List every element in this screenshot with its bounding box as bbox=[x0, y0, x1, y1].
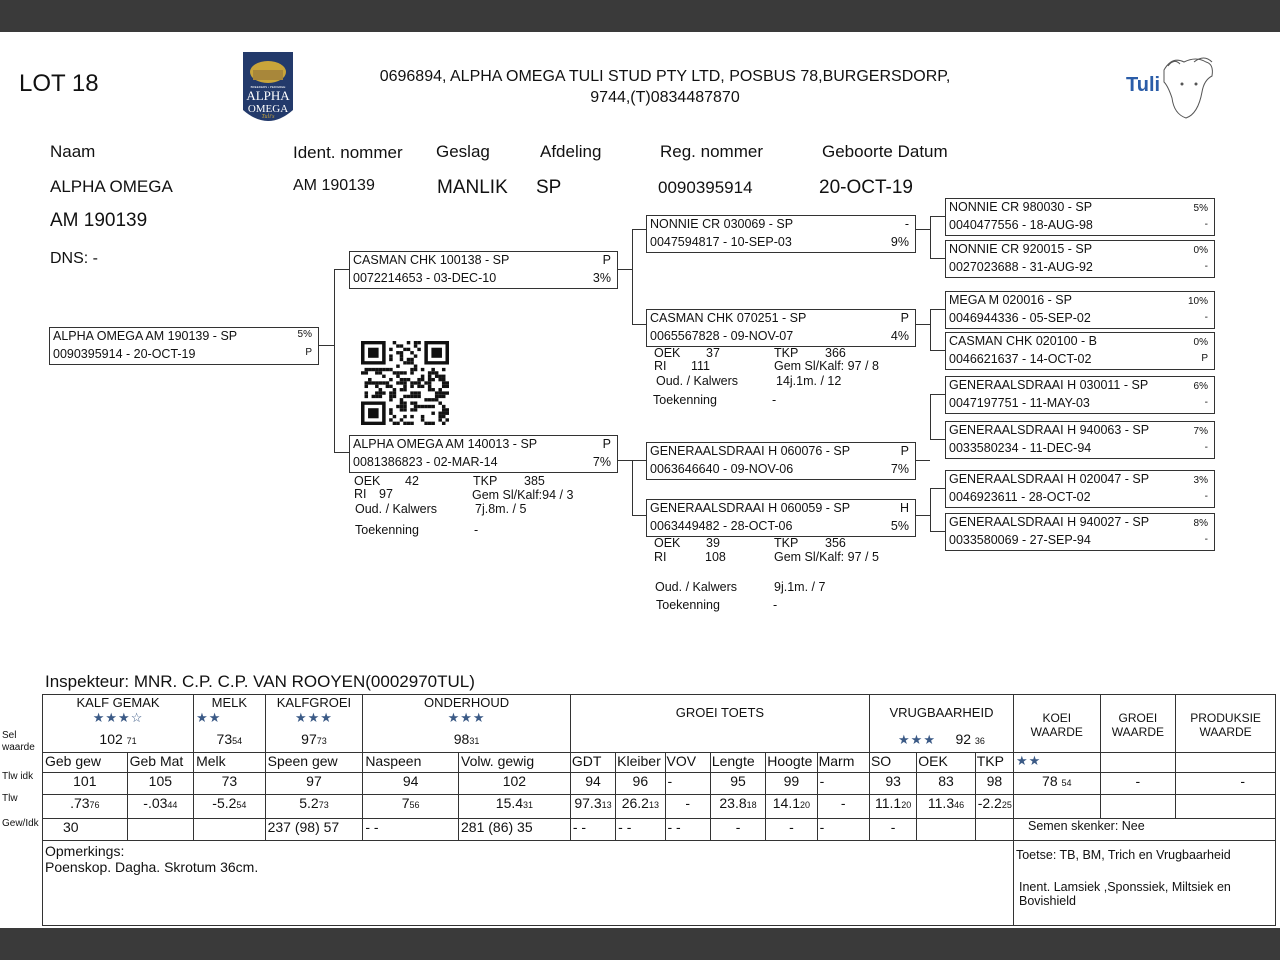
g3-name: MEGA M 020016 - SP bbox=[949, 293, 1072, 307]
sel-kalf-val: 97 bbox=[301, 730, 317, 747]
gew-8: - - bbox=[665, 819, 710, 841]
tlw-10 bbox=[766, 795, 817, 819]
idk-9: 95 bbox=[710, 773, 765, 795]
tlw-val-10: 14.1 bbox=[772, 795, 801, 811]
kalfgroei-label: KALFGROEI bbox=[276, 695, 352, 710]
idk-3: 97 bbox=[265, 773, 363, 795]
dam-gem: Gem Sl/Kalf:94 / 3 bbox=[472, 488, 574, 502]
dd-oud: 9j.1m. / 7 bbox=[774, 580, 826, 594]
tlw-idk-row bbox=[43, 773, 1276, 795]
top-bar bbox=[0, 0, 1280, 32]
header-reg: Reg. nommer bbox=[660, 142, 763, 161]
inspector: Inspekteur: MNR. C.P. C.P. VAN ROOYEN(0002970TUL) bbox=[45, 672, 475, 691]
tlw-sub-4: 56 bbox=[409, 800, 420, 810]
idk-8: - bbox=[665, 773, 710, 795]
pedigree-sire-dam bbox=[646, 309, 916, 347]
pedigree-sire bbox=[349, 251, 618, 289]
tlw-groei bbox=[1100, 795, 1176, 819]
g4-name: CASMAN CHK 020100 - B bbox=[949, 334, 1097, 348]
dam-ri-label: RI bbox=[354, 487, 367, 501]
bottom-bar bbox=[0, 928, 1280, 960]
tlw-sub-6: 13 bbox=[601, 800, 612, 810]
prod-label-1: PRODUKSIE bbox=[1190, 711, 1261, 725]
g7-name: GENERAALSDRAAI H 020047 - SP bbox=[949, 472, 1150, 486]
sel-kalfgroei bbox=[265, 731, 363, 753]
sel-kg-sub: 71 bbox=[126, 735, 137, 746]
sel-melk-val: 73 bbox=[216, 730, 233, 747]
tlw-val-11: - bbox=[840, 795, 846, 811]
g1-pct: 5% bbox=[1193, 203, 1208, 214]
g3-pct: 10% bbox=[1187, 296, 1208, 307]
col-header-4: Naspeen bbox=[363, 753, 459, 773]
tlw-row bbox=[43, 795, 1276, 819]
tlw-sub-13: 46 bbox=[954, 800, 965, 810]
g5-pct: 6% bbox=[1193, 381, 1208, 392]
tlw-val-7: 26.2 bbox=[621, 795, 649, 811]
col-header-1: Geb Mat bbox=[127, 753, 193, 773]
breeder-line-1: 0696894, ALPHA OMEGA TULI STUD PTY LTD, POSBUS 78,BURGERSDORP, bbox=[379, 68, 951, 85]
tlw-val-4: 7 bbox=[401, 795, 410, 811]
gew-12: - bbox=[869, 819, 916, 841]
g8-pct: 8% bbox=[1193, 518, 1208, 529]
g1-name: NONNIE CR 980030 - SP bbox=[949, 200, 1093, 214]
ss-flag: - bbox=[904, 217, 909, 231]
dd-flag: H bbox=[899, 501, 909, 515]
g7-reg: 0046923611 - 28-OCT-02 bbox=[949, 490, 1091, 504]
animal-ident: AM 190139 bbox=[293, 177, 375, 194]
dam-oek: 42 bbox=[405, 474, 419, 488]
melk-label: MELK bbox=[211, 695, 248, 710]
logo-sub: Tuli's bbox=[261, 114, 275, 120]
pedigree-ggp-2 bbox=[945, 240, 1215, 278]
tlw-3 bbox=[265, 795, 363, 819]
pedigree-ggp-7 bbox=[945, 470, 1215, 508]
tlw-sub-2: 54 bbox=[236, 800, 247, 810]
sd-reg: 0065567828 - 09-NOV-07 bbox=[650, 329, 794, 343]
tlw-9 bbox=[710, 795, 765, 819]
tlw-koei bbox=[1013, 795, 1100, 819]
sd-toek-label: Toekenning bbox=[653, 393, 717, 407]
semen-text: Semen skenker: Nee bbox=[1013, 819, 1275, 841]
tlw-sub-1: 44 bbox=[167, 800, 178, 810]
idk-0: 101 bbox=[43, 773, 128, 795]
sel-kalf-gemak bbox=[43, 731, 194, 753]
idk-6: 94 bbox=[570, 773, 615, 795]
prod-label-2: WAARDE bbox=[1199, 725, 1252, 739]
tlw-sub-5: 31 bbox=[523, 800, 534, 810]
animal-geboorte: 20-OCT-19 bbox=[819, 177, 913, 198]
sd-oud: 14j.1m. / 12 bbox=[776, 374, 842, 388]
idk-4: 94 bbox=[363, 773, 459, 795]
opmerkings-cell bbox=[43, 841, 1014, 926]
gew-4: - - bbox=[363, 819, 459, 841]
header-ident: Ident. nommer bbox=[293, 143, 403, 162]
opmerkings-text: Poenskop. Dagha. Skrotum 36cm. bbox=[45, 859, 259, 875]
g7-flag: - bbox=[1204, 491, 1208, 502]
tlw-sub-12: 20 bbox=[901, 800, 912, 810]
groei-col-empty bbox=[1100, 753, 1176, 773]
alpha-omega-logo bbox=[239, 50, 297, 132]
groei-waarde-header bbox=[1100, 695, 1176, 753]
dns-label: DNS: - bbox=[50, 250, 98, 267]
pedigree-dam-sire bbox=[646, 442, 916, 480]
idk-2: 73 bbox=[194, 773, 266, 795]
col-header-10: Hoogte bbox=[766, 753, 817, 773]
sel-ond-sub: 31 bbox=[469, 735, 480, 746]
sel-kg: 102 bbox=[99, 730, 123, 747]
self-reg: 0090395914 - 20-OCT-19 bbox=[53, 347, 196, 361]
self-flag: P bbox=[305, 347, 312, 358]
gew-idk-row bbox=[43, 819, 1276, 841]
tlw-sub-9: 18 bbox=[746, 800, 757, 810]
ss-reg: 0047594817 - 10-SEP-03 bbox=[650, 235, 792, 249]
sd-tkp-label: TKP bbox=[774, 346, 799, 360]
row-label-waarde: waarde bbox=[2, 742, 35, 753]
g6-reg: 0033580234 - 11-DEC-94 bbox=[949, 441, 1092, 455]
pedigree-ggp-8 bbox=[945, 513, 1215, 551]
col-header-3: Speen gew bbox=[265, 753, 363, 773]
g8-name: GENERAALSDRAAI H 940027 - SP bbox=[949, 515, 1150, 529]
g6-name: GENERAALSDRAAI H 940063 - SP bbox=[949, 423, 1150, 437]
tlw-14 bbox=[975, 795, 1013, 819]
animal-reg: 0090395914 bbox=[658, 178, 753, 197]
gew-13 bbox=[917, 819, 975, 841]
sel-vrug-sub: 36 bbox=[974, 735, 985, 746]
koei-waarde-header bbox=[1013, 695, 1100, 753]
self-pct: 5% bbox=[297, 329, 312, 340]
g6-flag: - bbox=[1204, 442, 1208, 453]
dd-tkp: 356 bbox=[825, 536, 846, 550]
sd-gem: Gem Sl/Kalf: 97 / 8 bbox=[774, 359, 879, 373]
header-geboorte: Geboorte Datum bbox=[822, 142, 948, 161]
tlw-val-5: 15.4 bbox=[495, 795, 524, 811]
row-label-sel: Sel bbox=[2, 730, 17, 741]
sd-name: CASMAN CHK 070251 - SP bbox=[650, 311, 807, 325]
row-label-tlw-idk: Tlw idk bbox=[2, 771, 34, 782]
sd-ri: 111 bbox=[691, 359, 711, 373]
gew-3: 237 (98) 57 bbox=[265, 819, 363, 841]
tlw-val-12: 11.1 bbox=[875, 795, 902, 811]
g4-reg: 0046621637 - 14-OCT-02 bbox=[949, 352, 1092, 366]
sire-name: CASMAN CHK 100138 - SP bbox=[353, 253, 510, 267]
dam-reg: 0081386823 - 02-MAR-14 bbox=[353, 455, 498, 469]
g8-reg: 0033580069 - 27-SEP-94 bbox=[949, 533, 1091, 547]
self-name: ALPHA OMEGA AM 190139 - SP bbox=[53, 329, 238, 343]
idk-koei-val: 78 bbox=[1042, 773, 1058, 789]
dd-reg: 0063449482 - 28-OCT-06 bbox=[650, 519, 793, 533]
col-header-9: Lengte bbox=[710, 753, 765, 773]
sd-pct: 4% bbox=[890, 329, 909, 343]
g4-pct: 0% bbox=[1193, 337, 1208, 348]
groei-toets-header: GROEI TOETS bbox=[570, 695, 869, 753]
dam-toek-label: Toekenning bbox=[355, 523, 419, 537]
tlw-5 bbox=[459, 795, 571, 819]
idk-7: 96 bbox=[616, 773, 665, 795]
dd-ri: 108 bbox=[705, 550, 726, 564]
logo-name-1: ALPHA bbox=[246, 88, 290, 103]
idk-10: 99 bbox=[766, 773, 817, 795]
col-header-2: Melk bbox=[194, 753, 266, 773]
animal-afdeling: SP bbox=[536, 177, 562, 198]
idk-14: 98 bbox=[975, 773, 1013, 795]
tlw-7 bbox=[616, 795, 665, 819]
col-header-6: GDT bbox=[570, 753, 615, 773]
pedigree-dam bbox=[349, 435, 618, 473]
notes-cell bbox=[1013, 841, 1275, 926]
tlw-sub-3: 73 bbox=[318, 800, 329, 810]
toetse-text: Toetse: TB, BM, Trich en Vrugbaarheid bbox=[1015, 848, 1231, 862]
col-header-7: Kleiber bbox=[616, 753, 665, 773]
tlw-val-13: 11.3 bbox=[927, 795, 955, 811]
evaluation-table bbox=[42, 694, 1276, 926]
breeder-info bbox=[320, 66, 1010, 108]
pedigree-dam-dam bbox=[646, 499, 916, 537]
sel-melk-sub: 54 bbox=[232, 735, 243, 746]
tlw-11 bbox=[817, 795, 869, 819]
kalf-gemak-header bbox=[43, 695, 194, 731]
melk-stars: ★★ bbox=[196, 710, 222, 725]
kalfgroei-stars: ★★★ bbox=[294, 710, 333, 725]
dam-pct: 7% bbox=[592, 455, 611, 469]
gew-5: 281 (86) 35 bbox=[459, 819, 571, 841]
tlw-8 bbox=[665, 795, 710, 819]
sel-melk bbox=[194, 731, 266, 753]
animal-geslag: MANLIK bbox=[437, 177, 508, 198]
ds-reg: 0063646640 - 09-NOV-06 bbox=[650, 462, 794, 476]
dd-oek-label: OEK bbox=[654, 536, 681, 550]
g1-reg: 0040477556 - 18-AUG-98 bbox=[949, 218, 1093, 232]
dd-name: GENERAALSDRAAI H 060059 - SP bbox=[650, 501, 851, 515]
col-header-13: OEK bbox=[917, 753, 975, 773]
tlw-sub-10: 20 bbox=[800, 800, 811, 810]
dd-ri-label: RI bbox=[654, 550, 667, 564]
dam-oek-label: OEK bbox=[354, 474, 381, 488]
g1-flag: - bbox=[1204, 219, 1208, 230]
gew-6: - - bbox=[570, 819, 615, 841]
koei-label-1: KOEI bbox=[1042, 711, 1072, 725]
tlw-0 bbox=[43, 795, 128, 819]
g5-flag: - bbox=[1204, 397, 1208, 408]
tlw-12 bbox=[869, 795, 916, 819]
dd-toek: - bbox=[773, 598, 778, 612]
sd-tkp: 366 bbox=[825, 346, 846, 360]
tuli-logo bbox=[1124, 52, 1220, 122]
idk-koei-sub: 54 bbox=[1061, 778, 1072, 788]
sire-pct: 3% bbox=[592, 271, 611, 285]
gew-14 bbox=[975, 819, 1013, 841]
tuli-logo-text: Tuli bbox=[1126, 74, 1161, 96]
dd-pct: 5% bbox=[890, 519, 909, 533]
sd-ri-label: RI bbox=[654, 359, 667, 373]
tlw-val-8: - bbox=[685, 795, 690, 811]
pedigree-self bbox=[49, 327, 319, 365]
g3-flag: - bbox=[1204, 312, 1208, 323]
dd-tkp-label: TKP bbox=[774, 536, 799, 550]
g2-pct: 0% bbox=[1193, 245, 1208, 256]
sel-ond-val: 98 bbox=[453, 730, 470, 747]
tlw-val-1: -.03 bbox=[143, 795, 168, 811]
sel-onderhoud bbox=[363, 731, 571, 753]
dam-flag: P bbox=[602, 437, 611, 451]
prod-col-empty bbox=[1176, 753, 1276, 773]
tlw-prod bbox=[1176, 795, 1276, 819]
animal-naam: ALPHA OMEGA bbox=[50, 177, 173, 196]
g2-reg: 0027023688 - 31-AUG-92 bbox=[949, 260, 1093, 274]
gew-0: 30 bbox=[43, 819, 128, 841]
pedigree-ggp-6 bbox=[945, 421, 1215, 459]
column-header-row bbox=[43, 753, 1276, 773]
pedigree-ggp-4 bbox=[945, 332, 1215, 370]
kalf-gemak-stars: ★★★☆ bbox=[92, 710, 144, 725]
header-afdeling: Afdeling bbox=[540, 142, 602, 161]
vrug-stars: ★★★ bbox=[898, 731, 936, 747]
dam-oud-label: Oud. / Kalwers bbox=[355, 502, 437, 516]
col-header-12: SO bbox=[869, 753, 916, 773]
pedigree-sire-sire bbox=[646, 215, 916, 253]
idk-13: 83 bbox=[917, 773, 975, 795]
sd-oek: 37 bbox=[706, 346, 720, 360]
g4-flag: P bbox=[1201, 353, 1208, 364]
gew-11: - bbox=[817, 819, 869, 841]
koei-stars: ★★ bbox=[1013, 753, 1100, 773]
g6-pct: 7% bbox=[1193, 426, 1208, 437]
dam-tkp: 385 bbox=[524, 474, 545, 488]
vrugbaarheid-header: VRUGBAARHEID bbox=[869, 695, 1013, 731]
sd-flag: P bbox=[900, 311, 909, 325]
dam-toek: - bbox=[474, 523, 479, 537]
idk-12: 93 bbox=[869, 773, 916, 795]
idk-11: - bbox=[817, 773, 869, 795]
koei-label-2: WAARDE bbox=[1030, 725, 1083, 739]
idk-groei: - bbox=[1100, 773, 1176, 795]
sel-vrug-val: 92 bbox=[955, 730, 972, 747]
gew-9: - bbox=[710, 819, 765, 841]
dd-oud-label: Oud. / Kalwers bbox=[655, 580, 737, 594]
sd-toek: - bbox=[772, 393, 777, 407]
ss-name: NONNIE CR 030069 - SP bbox=[650, 217, 794, 231]
g8-flag: - bbox=[1204, 534, 1208, 545]
tlw-val-14: -2.2 bbox=[977, 795, 1002, 811]
col-header-14: TKP bbox=[975, 753, 1013, 773]
onderhoud-stars: ★★★ bbox=[447, 710, 486, 725]
tlw-sub-0: 76 bbox=[89, 800, 100, 810]
tlw-13 bbox=[917, 795, 975, 819]
sd-oek-label: OEK bbox=[654, 346, 681, 360]
inent-text: Inent. Lamsiek ,Sponssiek, Miltsiek en Bovishield bbox=[1018, 880, 1231, 908]
col-header-5: Volw. gewig bbox=[459, 753, 571, 773]
idk-5: 102 bbox=[459, 773, 571, 795]
dam-ri: 97 bbox=[379, 487, 393, 501]
ds-flag: P bbox=[900, 444, 909, 458]
idk-prod: - bbox=[1176, 773, 1276, 795]
tlw-6 bbox=[570, 795, 615, 819]
dam-name: ALPHA OMEGA AM 140013 - SP bbox=[353, 437, 538, 451]
pedigree-ggp-1 bbox=[945, 198, 1215, 236]
ds-pct: 7% bbox=[890, 462, 909, 476]
dam-oud: 7j.8m. / 5 bbox=[475, 502, 527, 516]
g7-pct: 3% bbox=[1193, 475, 1208, 486]
header-naam: Naam bbox=[50, 142, 96, 161]
tlw-sub-7: 13 bbox=[648, 800, 659, 810]
tlw-val-0: .73 bbox=[70, 795, 90, 811]
dam-tkp-label: TKP bbox=[473, 474, 498, 488]
tlw-val-2: -5.2 bbox=[212, 795, 237, 811]
logo-top: BREEDERS • PEDIGREE bbox=[250, 85, 286, 89]
onderhoud-label: ONDERHOUD bbox=[423, 695, 510, 710]
gew-10: - bbox=[766, 819, 817, 841]
gew-1 bbox=[127, 819, 193, 841]
dd-toek-label: Toekenning bbox=[656, 598, 720, 612]
logo-name-2: OMEGA bbox=[247, 103, 289, 115]
col-header-11: Marm bbox=[817, 753, 869, 773]
tlw-val-3: 5.2 bbox=[299, 795, 319, 811]
idk-koei bbox=[1013, 773, 1100, 795]
dd-oek: 39 bbox=[706, 536, 720, 550]
g3-reg: 0046944336 - 05-SEP-02 bbox=[949, 311, 1091, 325]
kalf-gemak-label: KALF GEMAK bbox=[76, 695, 160, 710]
sel-vrugbaarheid bbox=[869, 731, 1013, 753]
onderhoud-header bbox=[363, 695, 571, 731]
gew-7: - - bbox=[616, 819, 665, 841]
row-label-gew: Gew/Idk bbox=[2, 818, 39, 829]
animal-id-large: AM 190139 bbox=[50, 210, 148, 231]
header-geslag: Geslag bbox=[436, 142, 490, 161]
tlw-2 bbox=[194, 795, 266, 819]
opmerkings-label: Opmerkings: bbox=[45, 843, 125, 859]
tlw-4 bbox=[363, 795, 459, 819]
lot-number: LOT 18 bbox=[19, 70, 99, 97]
sd-oud-label: Oud. / Kalwers bbox=[656, 374, 738, 388]
g2-flag: - bbox=[1204, 261, 1208, 272]
sire-reg: 0072214653 - 03-DEC-10 bbox=[353, 271, 497, 285]
sire-flag: P bbox=[602, 253, 611, 267]
groei-label-2: WAARDE bbox=[1111, 725, 1164, 739]
qr-code bbox=[361, 341, 449, 425]
tlw-val-6: 97.3 bbox=[574, 795, 602, 811]
tlw-1 bbox=[127, 795, 193, 819]
ss-pct: 9% bbox=[890, 235, 909, 249]
idk-1: 105 bbox=[127, 773, 193, 795]
sel-kalf-sub: 73 bbox=[316, 735, 327, 746]
g5-reg: 0047197751 - 11-MAY-03 bbox=[949, 396, 1090, 410]
g2-name: NONNIE CR 920015 - SP bbox=[949, 242, 1093, 256]
produksie-waarde-header bbox=[1176, 695, 1276, 753]
col-header-0: Geb gew bbox=[43, 753, 128, 773]
kalfgroei-header bbox=[265, 695, 363, 731]
groei-label-1: GROEI bbox=[1118, 711, 1158, 725]
tlw-val-9: 23.8 bbox=[719, 795, 747, 811]
gew-2 bbox=[194, 819, 266, 841]
pedigree-ggp-5 bbox=[945, 376, 1215, 414]
breeder-line-2: 9744,(T)0834487870 bbox=[590, 89, 740, 106]
melk-header bbox=[194, 695, 266, 731]
g5-name: GENERAALSDRAAI H 030011 - SP bbox=[949, 378, 1149, 392]
row-label-tlw: Tlw bbox=[2, 793, 18, 804]
pedigree-ggp-3 bbox=[945, 291, 1215, 329]
dd-gem: Gem Sl/Kalf: 97 / 5 bbox=[774, 550, 879, 564]
col-header-8: VOV bbox=[665, 753, 710, 773]
tlw-sub-14: 25 bbox=[1001, 800, 1012, 810]
ds-name: GENERAALSDRAAI H 060076 - SP bbox=[650, 444, 851, 458]
